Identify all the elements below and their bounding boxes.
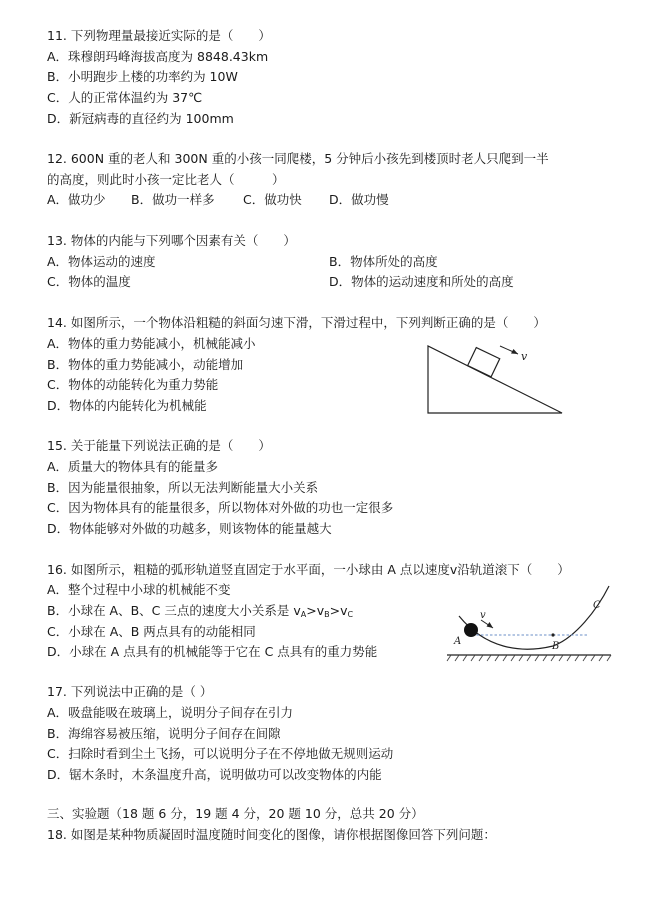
q17-stem: 17. 下列说法中正确的是（ ） [47,684,213,699]
q14-option-d: D．物体的内能转化为机械能 [47,398,207,413]
point-b [551,633,554,636]
q16-option-c: C．小球在 A、B 两点具有的动能相同 [47,624,256,639]
q13-option-a: A．物体运动的速度 [47,254,156,269]
q11-option-b: B．小明跑步上楼的功率约为 10W [47,69,238,84]
section3-title: 三、实验题（18 题 6 分，19 题 4 分，20 题 10 分，总共 20 分） [47,806,424,821]
q13-option-b: B．物体所处的高度 [329,254,438,269]
q18-stem: 18. 如图是某种物质凝固时温度随时间变化的图像，请你根据图像回答下列问题： [47,827,496,842]
q15-option-c: C．因为物体具有的能量很多，所以物体对外做的功也一定很多 [47,500,394,515]
q12-option-a: A．做功少 [47,192,106,207]
q13-option-d: D．物体的运动速度和所处的高度 [329,274,514,289]
q17-option-d: D．锯木条时，木条温度升高，说明做功可以改变物体的内能 [47,767,382,782]
q11-option-c: C．人的正常体温约为 37℃ [47,90,203,105]
q16-stem: 16. 如图所示，粗糙的弧形轨道竖直固定于水平面，一小球由 A 点以速度v沿轨道滚下（ ） [47,562,570,577]
ball [464,623,478,637]
q16-option-d: D．小球在 A 点具有的机械能等于它在 C 点具有的重力势能 [47,644,378,659]
q12-option-d: D．做功慢 [329,192,389,207]
q13-option-c: C．物体的温度 [47,274,131,289]
q17-option-c: C．扫除时看到尘土飞扬，可以说明分子在不停地做无规则运动 [47,746,394,761]
q14-option-b: B．物体的重力势能减小，动能增加 [47,357,244,372]
q12-option-b: B．做功一样多 [131,192,215,207]
q17-option-a: A．吸盘能吸在玻璃上，说明分子间存在引力 [47,705,294,720]
velocity-label: v [521,350,528,363]
q15-option-a: A．质量大的物体具有的能量多 [47,459,219,474]
q17-option-b: B．海绵容易被压缩，说明分子间存在间隙 [47,726,281,741]
q15-stem: 15. 关于能量下列说法正确的是（ ） [47,438,271,453]
track-figure [445,582,615,666]
q13-stem: 13. 物体的内能与下列哪个因素有关（ ） [47,233,296,248]
sliding-block [468,348,500,377]
point-c-label: C [593,600,601,611]
ball-velocity-label: v [480,610,486,621]
q12-stem-line1: 12. 600N 重的老人和 300N 重的小孩一同爬楼，5 分钟后小孩先到楼顶时老人只爬到一半 [47,151,549,166]
incline-figure [420,338,570,420]
ground-hatching [447,655,611,661]
q15-option-b: B．因为能量很抽象，所以无法判断能量大小关系 [47,480,319,495]
q15-option-d: D．物体能够对外做的功越多，则该物体的能量越大 [47,521,332,536]
q12-option-c: C．做功快 [243,192,302,207]
q11-option-a: A．珠穆朗玛峰海拔高度为 8848.43km [47,49,269,64]
q16-option-b: B．小球在 A、B、C 三点的速度大小关系是 $v_A>v_B>v_C$ [47,603,354,619]
q14-option-c: C．物体的动能转化为重力势能 [47,377,219,392]
q11-stem: 11. 下列物理量最接近实际的是（ ） [47,28,271,43]
q16-option-a: A．整个过程中小球的机械能不变 [47,582,231,597]
q14-stem: 14. 如图所示，一个物体沿粗糙的斜面匀速下滑，下滑过程中，下列判断正确的是（ ） [47,315,546,330]
q12-stem-line2: 的高度，则此时小孩一定比老人（ ） [47,172,285,187]
q14-option-a: A．物体的重力势能减小，机械能减小 [47,336,256,351]
q11-option-d: D．新冠病毒的直径约为 100mm [47,111,234,126]
point-b-label: B [552,641,560,652]
point-a-label: A [454,636,462,647]
